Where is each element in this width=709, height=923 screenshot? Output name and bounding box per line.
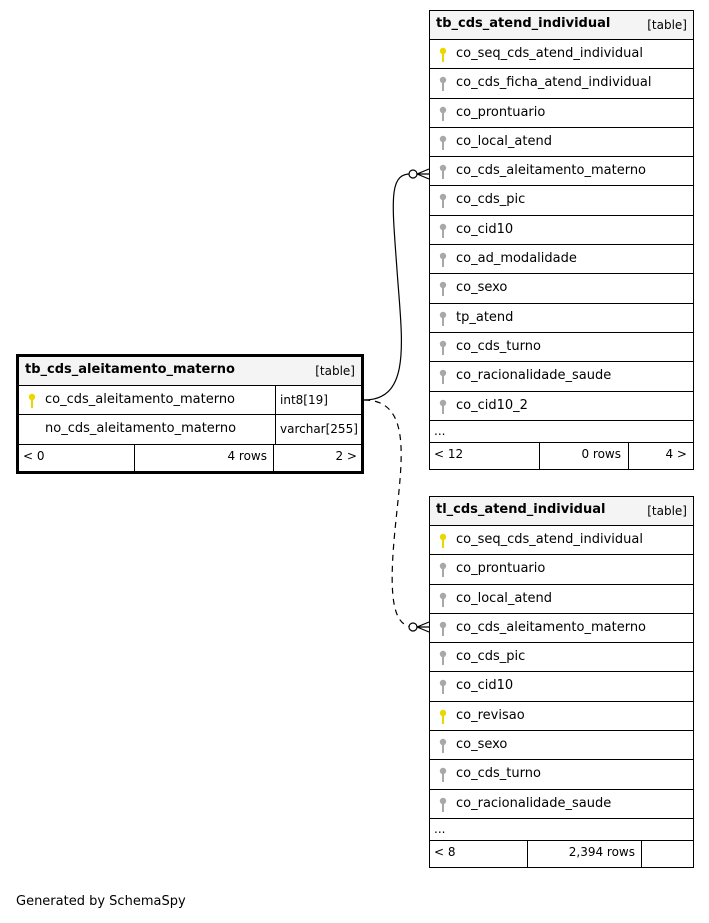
column-row[interactable] <box>430 157 693 186</box>
column-row[interactable] <box>430 702 693 731</box>
table-footer <box>430 841 693 867</box>
foreign-key-icon <box>438 369 448 385</box>
table-footer <box>430 443 693 469</box>
column-row[interactable] <box>430 274 693 303</box>
more-columns: ... <box>430 421 693 443</box>
column-datatype: varchar[255] <box>275 415 358 443</box>
column-name: co_cds_turno <box>456 338 541 354</box>
column-name: co_cid10_2 <box>456 397 528 413</box>
table-type: [table] <box>647 504 687 518</box>
table-tb-cds-aleitamento-materno[interactable] <box>16 354 364 474</box>
foreign-key-icon <box>438 281 448 297</box>
column-name: co_racionalidade_saude <box>456 795 612 811</box>
column-row[interactable] <box>430 333 693 362</box>
table-footer <box>19 445 361 471</box>
column-name: co_seq_cds_atend_individual <box>456 532 643 547</box>
foreign-key-icon <box>438 340 448 356</box>
column-name: co_racionalidade_saude <box>456 368 612 384</box>
column-name: co_sexo <box>456 737 508 753</box>
column-row[interactable] <box>430 760 693 789</box>
column-name: co_cds_aleitamento_materno <box>456 619 647 635</box>
column-name: co_revisao <box>456 707 525 723</box>
column-row[interactable] <box>430 304 693 333</box>
column-name: co_local_atend <box>456 133 552 149</box>
foreign-key-icon <box>438 164 448 180</box>
column-name: tp_atend <box>456 309 514 325</box>
column-row[interactable] <box>430 643 693 672</box>
column-name: co_cds_ficha_atend_individual <box>456 75 652 91</box>
relationship-edge-solid <box>364 174 413 400</box>
foreign-key-icon <box>438 311 448 327</box>
foreign-key-icon <box>438 621 448 637</box>
column-name: co_cds_aleitamento_materno <box>456 163 647 179</box>
foreign-key-icon <box>438 679 448 695</box>
table-name[interactable]: tl_cds_atend_individual <box>436 502 606 517</box>
foreign-key-icon <box>438 223 448 239</box>
table-header <box>19 357 361 386</box>
column-row[interactable] <box>430 128 693 157</box>
column-datatype: int8[19] <box>275 386 328 414</box>
column-row[interactable] <box>430 69 693 98</box>
relationship-edge-dashed <box>364 400 413 627</box>
foreign-key-icon <box>438 738 448 754</box>
foreign-key-icon <box>438 106 448 122</box>
table-header <box>430 497 693 526</box>
column-row[interactable] <box>430 392 693 421</box>
row-count: 0 rows <box>581 446 621 461</box>
foreign-key-icon <box>438 252 448 268</box>
column-name: co_ad_modalidade <box>456 251 577 267</box>
foreign-key-icon <box>438 562 448 578</box>
column-name: co_prontuario <box>456 104 546 120</box>
generated-by-credit: Generated by SchemaSpy <box>16 894 186 909</box>
foreign-key-icon <box>438 76 448 92</box>
foreign-key-icon <box>438 592 448 608</box>
column-row[interactable] <box>430 672 693 701</box>
optional-marker <box>409 170 417 178</box>
column-name: co_cid10 <box>456 221 514 237</box>
column-row[interactable] <box>430 216 693 245</box>
table-tb-cds-atend-individual[interactable] <box>429 10 694 470</box>
foreign-key-icon <box>438 135 448 151</box>
crows-foot-marker <box>417 622 429 632</box>
column-name: co_cds_pic <box>456 192 526 208</box>
table-name[interactable]: tb_cds_aleitamento_materno <box>25 362 235 377</box>
column-row[interactable] <box>430 555 693 584</box>
foreign-key-icon <box>438 767 448 783</box>
column-name: co_sexo <box>456 280 508 296</box>
column-row[interactable] <box>430 99 693 128</box>
optional-marker <box>409 623 417 631</box>
table-type: [table] <box>315 364 355 378</box>
children-count[interactable]: 4 > <box>665 446 687 461</box>
table-name[interactable]: tb_cds_atend_individual <box>436 16 611 31</box>
parents-count[interactable]: < 12 <box>434 446 464 461</box>
row-count: 2,394 rows <box>568 844 635 859</box>
column-row[interactable] <box>19 386 361 415</box>
column-row[interactable] <box>19 415 361 444</box>
row-count: 4 rows <box>227 448 267 463</box>
primary-key-icon <box>27 393 37 409</box>
column-name: co_cds_pic <box>456 649 526 665</box>
column-name: no_cds_aleitamento_materno <box>45 421 237 437</box>
parents-count[interactable]: < 0 <box>23 448 45 463</box>
column-row[interactable] <box>430 614 693 643</box>
column-name: co_prontuario <box>456 561 546 577</box>
column-name: co_cds_turno <box>456 766 541 782</box>
primary-key-icon <box>438 47 448 63</box>
primary-key-icon <box>438 709 448 725</box>
column-row[interactable] <box>430 40 693 69</box>
column-row[interactable] <box>430 362 693 391</box>
column-row[interactable] <box>430 245 693 274</box>
column-name: co_cid10 <box>456 678 514 694</box>
foreign-key-icon <box>438 399 448 415</box>
column-row[interactable] <box>430 585 693 614</box>
table-header <box>430 11 693 40</box>
foreign-key-icon <box>438 797 448 813</box>
parents-count[interactable]: < 8 <box>434 844 456 859</box>
primary-key-icon <box>438 533 448 549</box>
column-name: co_local_atend <box>456 590 552 606</box>
column-name: co_cds_aleitamento_materno <box>45 392 236 407</box>
more-columns: ... <box>430 819 693 841</box>
column-row[interactable] <box>430 186 693 215</box>
column-row[interactable] <box>430 790 693 819</box>
table-tl-cds-atend-individual[interactable] <box>429 496 694 868</box>
foreign-key-icon <box>438 193 448 209</box>
column-row[interactable] <box>430 731 693 760</box>
column-name: co_seq_cds_atend_individual <box>456 46 643 61</box>
children-count[interactable]: 2 > <box>335 448 357 463</box>
table-type: [table] <box>647 18 687 32</box>
foreign-key-icon <box>438 650 448 666</box>
crows-foot-marker <box>417 169 429 179</box>
column-row[interactable] <box>430 526 693 555</box>
